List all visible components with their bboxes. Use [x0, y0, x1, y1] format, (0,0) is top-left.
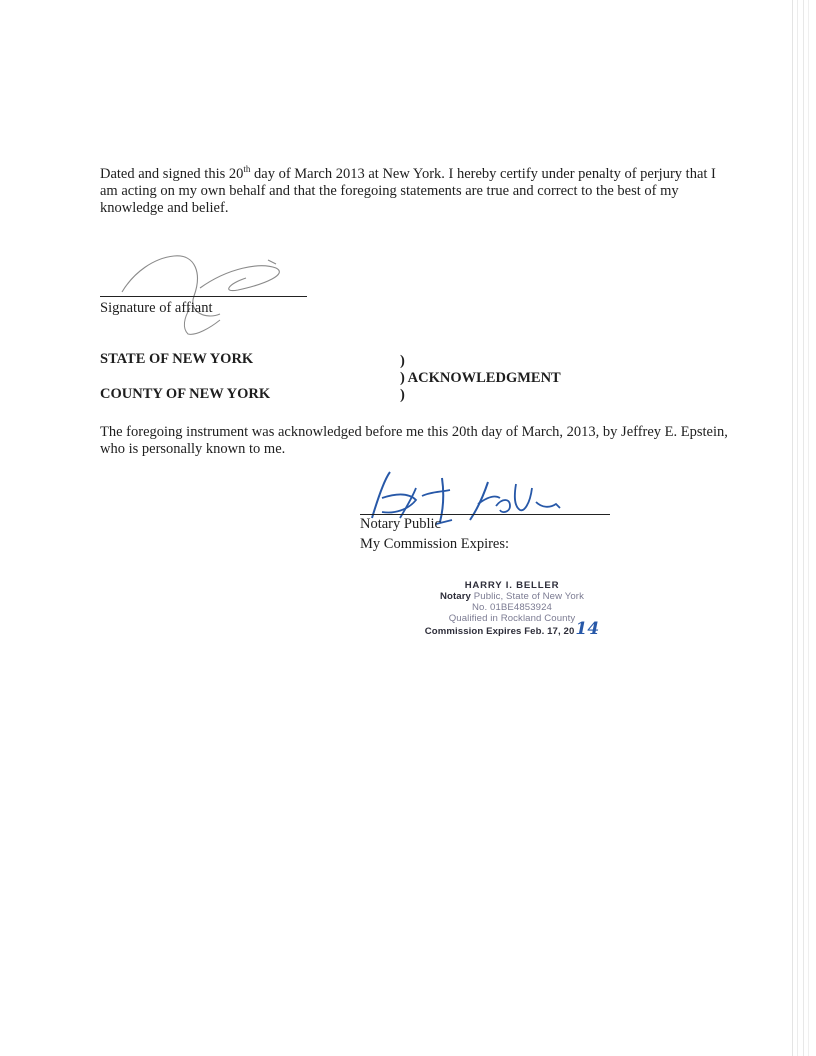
stamp-registration-number: No. 01BE4853924 — [472, 602, 552, 613]
venue-paren-bottom: ) — [400, 387, 405, 403]
scan-edge — [797, 0, 798, 1056]
scan-edge — [803, 0, 804, 1056]
venue-acknowledgment-title: ) ACKNOWLEDGMENT — [400, 370, 561, 386]
notary-title: Notary Public — [360, 516, 441, 532]
stamp-title-line: Notary Public, State of New York — [440, 591, 584, 602]
affiant-signature-label: Signature of affiant — [100, 300, 213, 316]
acknowledgment-paragraph: The foregoing instrument was acknowledged before me this 20th day of March, 2013, by Jeffrey E. Epstein, who is personally known to me. — [100, 424, 728, 457]
stamp-expiration: Commission Expires Feb. 17, 2014 — [424, 619, 600, 639]
stamp-notary-name: HARRY I. BELLER — [464, 580, 560, 591]
venue-paren-top: ) — [400, 353, 405, 369]
declaration-paragraph: Dated and signed this 20th day of March 2013 at New York. I hereby certify under penalty of perjury that I am acting on my own behalf and that the foregoing statements are true and correct to the best of my knowledge and belief. — [100, 164, 716, 216]
affiant-signature — [110, 248, 300, 338]
notary-stamp — [412, 580, 612, 637]
stamp-qualified-county: Qualified in Rockland County — [448, 613, 576, 624]
notary-signature-line — [360, 514, 610, 515]
scan-edge — [808, 0, 809, 1056]
notary-commission-label: My Commission Expires: — [360, 536, 510, 552]
affiant-signature-line — [100, 296, 307, 297]
stamp-expiration-handwritten-year: 14 — [575, 619, 600, 639]
scan-edge — [792, 0, 793, 1056]
venue-state: STATE OF NEW YORK — [100, 351, 254, 367]
venue-county: COUNTY OF NEW YORK — [100, 386, 271, 402]
